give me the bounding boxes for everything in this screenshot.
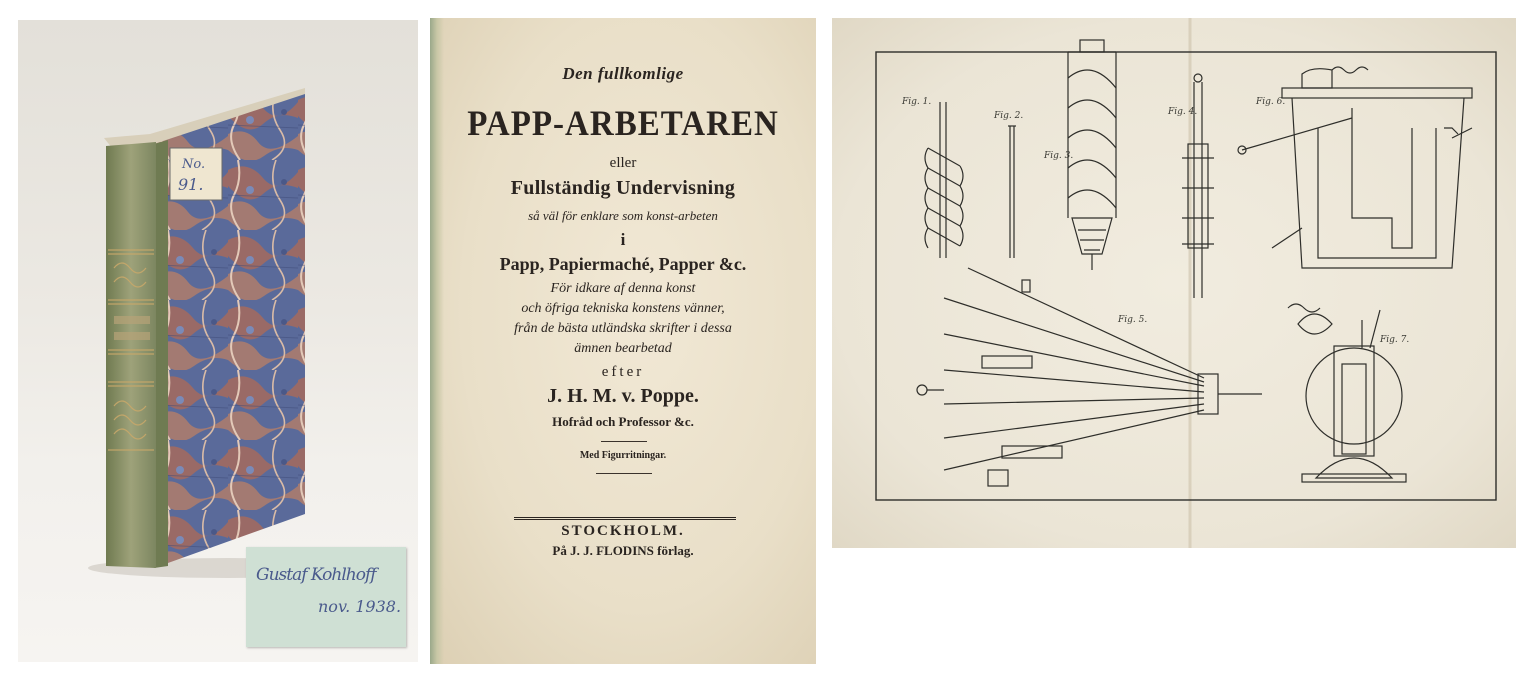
fig7-flask — [1288, 304, 1406, 482]
title-page — [430, 18, 816, 664]
shelf-label-line2: 91. — [178, 175, 204, 194]
desc-line-2: och öfriga tekniska konstens vänner, — [521, 301, 725, 316]
in-word: i — [620, 230, 626, 249]
book-photo — [18, 20, 418, 662]
fig1-auger — [925, 102, 963, 258]
fig2-label: Fig. 2. — [994, 111, 1024, 121]
materials: Papp, Papiermaché, Papper &c. — [499, 254, 747, 274]
or-word: eller — [609, 155, 637, 171]
desc-line-3: från de bästa utländska skrifter i dessa — [514, 321, 732, 336]
after-word: efter — [601, 364, 645, 380]
divider — [596, 473, 652, 474]
divider — [601, 441, 647, 442]
imprint-publisher: På J. J. FLODINS förlag. — [552, 543, 694, 558]
desc-line-1: För idkare af denna konst — [550, 281, 696, 296]
author-title: Hofråd och Professor &c. — [552, 414, 694, 429]
figures-note: Med Figurritningar. — [579, 450, 667, 461]
imprint-city: STOCKHOLM. — [561, 523, 685, 539]
subtitle: Fullständig Undervisning — [510, 177, 736, 199]
above-title: Den fullkomlige — [562, 64, 684, 83]
signature-date: nov. 1938. — [318, 597, 402, 616]
plate-drawing — [832, 18, 1516, 548]
fig4-label: Fig. 4. — [1168, 107, 1198, 117]
shelf-label-line1: No. — [182, 157, 206, 172]
fig5-label: Fig. 5. — [1118, 315, 1148, 325]
ex-libris-slip — [246, 547, 406, 647]
fig3-label: Fig. 3. — [1044, 151, 1074, 161]
scope-line: så väl för enklare som konst-arbeten — [528, 208, 718, 223]
desc-line-4: ämnen bearbetad — [574, 341, 672, 356]
plate-border — [876, 52, 1496, 500]
owner-signature: Gustaf Kohlhoff — [256, 565, 376, 585]
fig3-screw — [1068, 40, 1116, 270]
author-name: J. H. M. v. Poppe. — [547, 385, 699, 407]
fig7-label: Fig. 7. — [1380, 335, 1410, 345]
fig5-instrument — [917, 268, 1262, 486]
book-title: PAPP-ARBETAREN — [467, 104, 779, 144]
book-spine — [106, 142, 156, 568]
fig2-awl — [1008, 126, 1016, 258]
engraved-plate — [832, 18, 1516, 548]
fig6-label: Fig. 6. — [1256, 97, 1286, 107]
fig1-label: Fig. 1. — [902, 97, 932, 107]
